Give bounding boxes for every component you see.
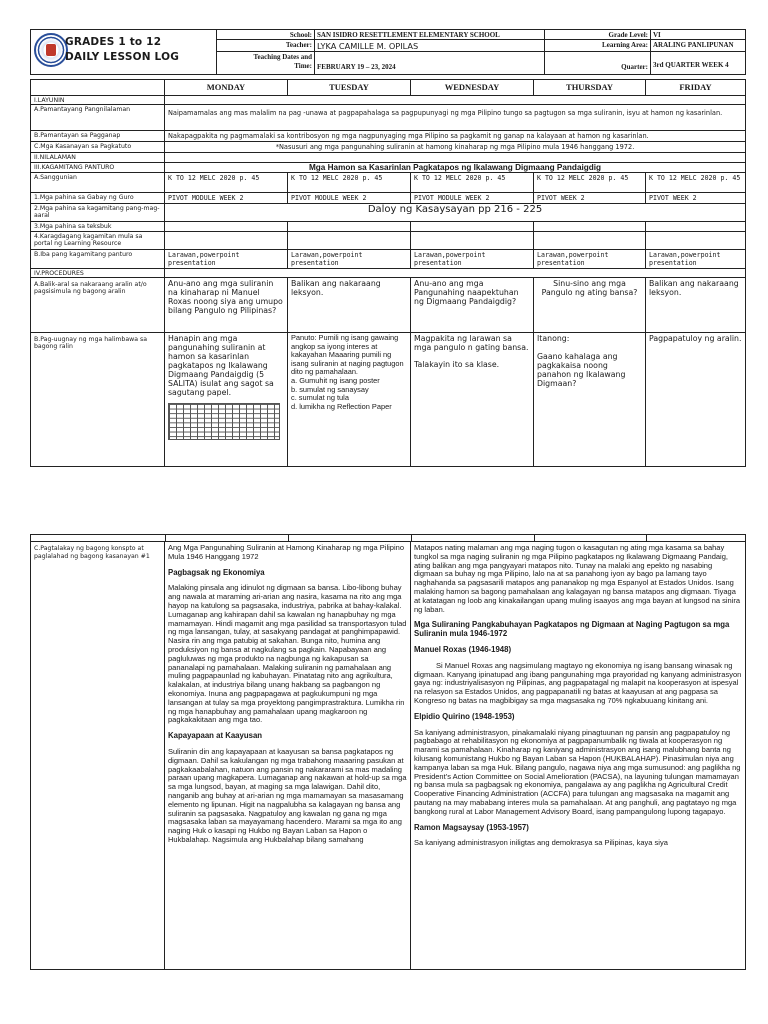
lesson-table xyxy=(30,79,746,467)
uugnay-row xyxy=(31,333,745,466)
header-info-grid xyxy=(217,30,745,74)
teacher-label: Teacher: xyxy=(217,40,315,51)
deped-seal-icon xyxy=(34,33,68,67)
balik-thu: Sinu-sino ang mga Pangulo ng ating bansa? xyxy=(534,278,646,332)
discussion-column-b xyxy=(411,542,745,969)
sanggunian-tue: K TO 12 MELC 2020 p. 45 xyxy=(288,173,411,192)
day-monday: MONDAY xyxy=(165,80,288,95)
uugnay-wed: Magpakita ng larawan sa mga pangulo n gating bansa. Talakayin ito sa klase. xyxy=(411,333,534,466)
header-title-block xyxy=(31,30,217,74)
day-thursday: THURSDAY xyxy=(534,80,646,95)
day-friday: FRIDAY xyxy=(679,82,712,92)
discussion-intro: Ang Mga Pangunahing Suliranin at Hamong Kinaharap ng mga Pilipino Mula 1946 Hanggang 1972 xyxy=(168,543,404,561)
paragraph-roxas: Si Manuel Roxas ang nagsimulang magtayo ng ekonomiya ng isang bansang winasak ng digmaan. Kanyang ipinatupad ang ibang pangunahing mga prayoridad ng kanyang administrasyon gaya ng: industriyalisasyon ng Pilipinas, ang pagpapatagal ng malapit na kooperasyon at ispesyal na relasyon sa Estados Unidos, ang pagpapanatili ng batas at kaayusan at ang pagpasa sa Kongreso ng batas na magbibigay sa mga magsasaka ng 70% ngkabuuang kinitang ani. xyxy=(414,660,742,705)
header-title-line2: DAILY LESSON LOG xyxy=(65,51,180,63)
heading-ekonomiya: Pagbagsak ng Ekonomiya xyxy=(168,567,265,577)
kagamitang-label: 2.Mga pahina sa kagamitang pang-mag-aaral xyxy=(31,204,165,221)
sanggunian-row xyxy=(31,173,745,193)
layunin-label: I.LAYUNIN xyxy=(31,96,165,104)
grade-value: VI xyxy=(653,31,661,39)
lesson-log-page-2 xyxy=(0,530,768,1024)
day-header-row xyxy=(31,80,745,96)
iba-label: B.Iba pang kagamitang panturo xyxy=(31,250,165,268)
paragraph-quirino: Sa kaniyang administrasyon, pinakamalaki niyang pinagtuunan ng pansin ang pagpapatuloy ng pagbabago at rehabilitasyon ng ekonomiya at pagpapanumbalik ng tiwala at kooperasyon ng marami sa pamahalaan. Kinaharap ng kaniyang administrasyon ang isang malubhang banta ng kilusang komunistang Hukbo ng Bayan Laban sa Hapon (HUKBALAHAP). Pinasimulan niya ang kampanya laban sa mga Huk. Bilang pangulo, nagawa niya ang mga sumusunod: ang paglikha ng President’s Action Committee on Social Amelioration (PACSA), na layuning tulungan mamamayan ng bansa mula sa pagbagsak ng ekonomiya, pangalawa ay ang paglikha ng Agricultural Credit Cooperative Financing Administration (ACCFA) para tulungan ang magsasaka na magamit ang pautang na may mababang interes mula sa pamahalaan. At ang panghuli, ang pagtatayo ng mga bangkong rural at Labor Management Advisory Board, isang pampangulong lupong tagapayo. xyxy=(414,727,741,816)
iba-thu: Larawan,powerpoint presentation xyxy=(534,250,646,268)
gabay-label: 1.Mga pahina sa Gabay ng Guro xyxy=(31,193,165,203)
dates-label: Teaching Dates and Time: xyxy=(217,52,315,74)
uugnay-tue: Panuto: Pumili ng isang gawaing angkop sa iyong interes at kakayahan Maaaring pumili ng isang suliranin at naging pagtugon dito ng pamahalaan. a. Gumuhit ng isang poster b. sumulat ng sanaysay c. sumulat ng tula d. lumikha ng Reflection Paper xyxy=(288,333,411,466)
sanggunian-thu: K TO 12 MELC 2020 p. 45 xyxy=(534,173,646,192)
heading-roxas: Manuel Roxas (1946-1948) xyxy=(414,644,512,654)
heading-magsaysay: Ramon Magsaysay (1953-1957) xyxy=(414,822,529,832)
quarter-label: Quarter: xyxy=(545,52,651,74)
heading-suliraning: Mga Suliraning Pangkabuhayan Pagkatapos ng Digmaan at Naging Pagtugon sa mga Suliranin mula 1946-1972 xyxy=(414,620,730,639)
uugnay-fri: Pagpapatuloy ng aralin. xyxy=(649,334,742,343)
day-wednesday: WEDNESDAY xyxy=(411,80,534,95)
iba-row xyxy=(31,250,745,269)
balik-label: A.Balik-aral sa nakaraang aralin at/o pagsisimula ng bagong aralin xyxy=(31,278,165,332)
paragraph-ekonomiya: Malaking pinsala ang idinulot ng digmaan sa bansa. Libo-libong buhay ang nawala at maraming ari-arian ang nasira, kasama na rito ang mga hayop na katulong sa pagsasaka, industriya, pabrika at bahay-kalakal. Lumaganap ang kahirapan dahil sa kawalan ng hanapbuhay ng mga mamamayan. Hindi magamit ang mga pasilidad sa transportasyon tulad ng mga lansangan, tulay, at sasakyang pandagat at panghimpapawid. Nasira rin ang mga patubig at sakahan. Bunga nito, humina ang produksiyon ng bansa at nagkulang sa pagkain. Napabayaan ang pagluluwas ng mga produkto na nagbunga ng kakapusan sa pananalapi ng pamahalaan. Malaking suliranin ng pamahalaan ang muling pagpapaunlad ng kabuhayan. Pinatatag nito ang agrikultura, kalakalan, at industriya bilang unang hakbang sa pagbangon ng ekonomiya. Inuna ang pagpapagawa at pagkukumpuni ng mga lansangan at tulay sa mga proyektong pangimprastraktura. Lumikha rin ng mga hanapbuhay ang pamahalaan upang magkaroon ng pagkakakitaan ang mga tao. xyxy=(168,583,407,725)
paragraph-magsaysay: Sa kaniyang administrasyon iniligtas ang demokrasya sa Pilipinas, kaya siya xyxy=(414,838,668,848)
teksbuk-label: 3.Mga pahina sa teksbuk xyxy=(31,222,165,231)
gabay-fri: PIVOT WEEK 2 xyxy=(649,194,697,202)
iba-fri: Larawan,powerpoint presentation xyxy=(649,251,721,267)
kasanayan-label: C.Mga Kasanayan sa Pagkatuto xyxy=(31,142,165,152)
learning-area-value: ARALING PANLIPUNAN xyxy=(653,41,734,49)
kasanayan-text: *Nasusuri ang mga pangunahing suliranin at hamong kinaharap ng mga Pilipino mula 1946 hanggang 1972. xyxy=(275,143,635,151)
heading-kapayapaan: Kapayapaan at Kaayusan xyxy=(168,731,263,741)
kagamitang-text: Daloy ng Kasaysayan pp 216 - 225 xyxy=(367,204,543,215)
nilalaman-label: II.NILALAMAN xyxy=(31,153,165,162)
pamantayang-label: A.Pamantayang Pangnilalaman xyxy=(31,105,165,130)
uugnay-label: B.Pag-uugnay ng mga halimbawa sa bagong ralin xyxy=(31,333,165,466)
balik-mon: Anu-ano ang mga suliranin na kinaharap ni Manuel Roxas noong siya ang umupo bilang Pangulo ng Pilipinas? xyxy=(165,278,288,332)
iba-wed: Larawan,powerpoint presentation xyxy=(411,250,534,268)
sanggunian-fri: K TO 12 MELC 2020 p. 45 xyxy=(649,174,741,182)
iba-mon: Larawan,powerpoint presentation xyxy=(165,250,288,268)
pamantayang-text: Naipamamalas ang mas malalim na pag -unawa at pagpapahalaga sa pagpupunyagi ng mga Pilipino tungo sa pagtugon sa mga suliranin, isyu at hamon ng kasarinlan. xyxy=(168,109,723,117)
balik-fri: Balikan ang nakaraang leksyon. xyxy=(649,279,739,297)
lesson-log-page-1 xyxy=(0,0,768,475)
pagtalakay-label: C.Pagtalakay ng bagong konspto at paglalahad ng bagong kasanayan #1 xyxy=(31,542,165,969)
uugnay-mon: Hanapin ang mga pangunahing suliranin at hamon sa kasarinlan pagkatapos ng Ikalawang Digmaang Pandaigdig (5 SALITA) isulat ang sagot sa sagutang papel. xyxy=(165,333,288,466)
dates-value: FEBRUARY 19 – 23, 2024 xyxy=(315,52,545,74)
school-value: SAN ISIDRO RESETTLEMENT ELEMENTARY SCHOOL xyxy=(315,30,545,39)
procedures-label: IV.PROCEDURES xyxy=(31,269,165,277)
nilalaman-title: Mga Hamon sa Kasarinlan Pagkatapos ng Ikalawang Digmaang Pandaigdig xyxy=(308,163,602,172)
header-title-line1: GRADES 1 to 12 xyxy=(65,36,162,48)
teacher-value: LYKA CAMILLE M. OPILAS xyxy=(315,40,545,51)
learning-area-label: Learning Area: xyxy=(545,40,651,51)
pagganap-text: Nakapagpakita ng pagmamalaki sa kontribosyon ng mga nagpunyaging mga Pilipino sa pagkamit ng ganap na kalayaan at hamon ng kasarinlan. xyxy=(168,132,649,140)
day-tuesday: TUESDAY xyxy=(288,80,411,95)
word-search-grid xyxy=(168,403,280,440)
balik-tue: Balikan ang nakaraang leksyon. xyxy=(288,278,411,332)
balik-wed: Anu-ano ang mga Pangunahing naapektuhan ng Digmaang Pandaigdig? xyxy=(411,278,534,332)
uugnay-thu: Itanong: Gaano kahalaga ang pagkakaisa noong panahon ng Ikalawang Digmaan? xyxy=(534,333,646,466)
karagdagang-label: 4.Karagdagang kagamitan mula sa portal ng Learning Resource xyxy=(31,232,165,249)
gabay-tue: PIVOT MODULE WEEK 2 xyxy=(288,193,411,203)
gabay-wed: PIVOT MODULE WEEK 2 xyxy=(411,193,534,203)
header-block xyxy=(30,29,746,75)
heading-quirino: Elpidio Quirino (1948-1953) xyxy=(414,711,515,721)
pagganap-label: B.Pamantayan sa Pagganap xyxy=(31,131,165,141)
gabay-thu: PIVOT WEEK 2 xyxy=(534,193,646,203)
paragraph-kapayapaan: Suliranin din ang kapayapaan at kaayusan sa bansa pagkatapos ng digmaan. Dahil sa kakulangan ng mga trabahong maaaring pasukan at pagkakaabalahan, natuon ang pansin ng nakararami sa mas madaling paraan upang magkapera. Lumaganap ang nakawan at hold-up sa mga sa mga lungsod, bayan, at maging sa mga lalawigan. Dahil dito, nanganib ang buhay at ari-arian ng mga mamamayan sa masasamang elemento ng lipunan. Higit na nagpalubha sa kalagayan ng bansa ang suliranin sa pagsasaka. Nagpatuloy ang kawalan ng gana ng mga magsasaka laban sa mayayamang hacendero. Marami sa mga ito ang naging Huk o kasapi ng Hukbo ng Bayan Laban sa Hapon o Hukbalahap. Nagsimula ang Hukbalahap bilang samahang xyxy=(168,746,407,844)
gabay-row xyxy=(31,193,745,204)
gabay-mon: PIVOT MODULE WEEK 2 xyxy=(165,193,288,203)
balik-row xyxy=(31,278,745,333)
sanggunian-mon: K TO 12 MELC 2020 p. 45 xyxy=(165,173,288,192)
sanggunian-label: A.Sanggunian xyxy=(31,173,165,192)
discussion-column-a xyxy=(165,542,411,969)
paragraph-intro-b: Matapos nating malaman ang mga naging tugon o kasagutan ng ating mga kasama sa bahay tungkol sa mga naging suliranin ng mga Pilipino pagkatapos ng Ikalawang Digmaang Pandaig, ating balikan ang mga pangyayari matapos nito. Tunay na malaki ang epekto ng nasabing digmaan sa buhay ng mga Pilipino, lalo na at sa panahong iyon ay bago pa lamang tayo naghahanda sa pagsasarili matapos ang pananakop ng mga Espanyol at Estados Unidos. Isang malaking hamon sa bagong pamahalaan ang kalagayan ng bansa matapos ang digmaan. Tiyaga at katatagan ng loob ang kinakailangan upang muling isaayos ang mga bayan at lungsod na sinira ng laban. xyxy=(414,543,741,614)
kagamitan-label: III.KAGAMITANG PANTURO xyxy=(31,163,165,172)
sanggunian-wed: K TO 12 MELC 2020 p. 45 xyxy=(411,173,534,192)
discussion-table xyxy=(30,534,746,970)
iba-tue: Larawan,powerpoint presentation xyxy=(288,250,411,268)
grade-label: Grade Level: xyxy=(545,30,651,39)
quarter-value: 3rd QUARTER WEEK 4 xyxy=(653,61,729,69)
school-label: School: xyxy=(217,30,315,39)
